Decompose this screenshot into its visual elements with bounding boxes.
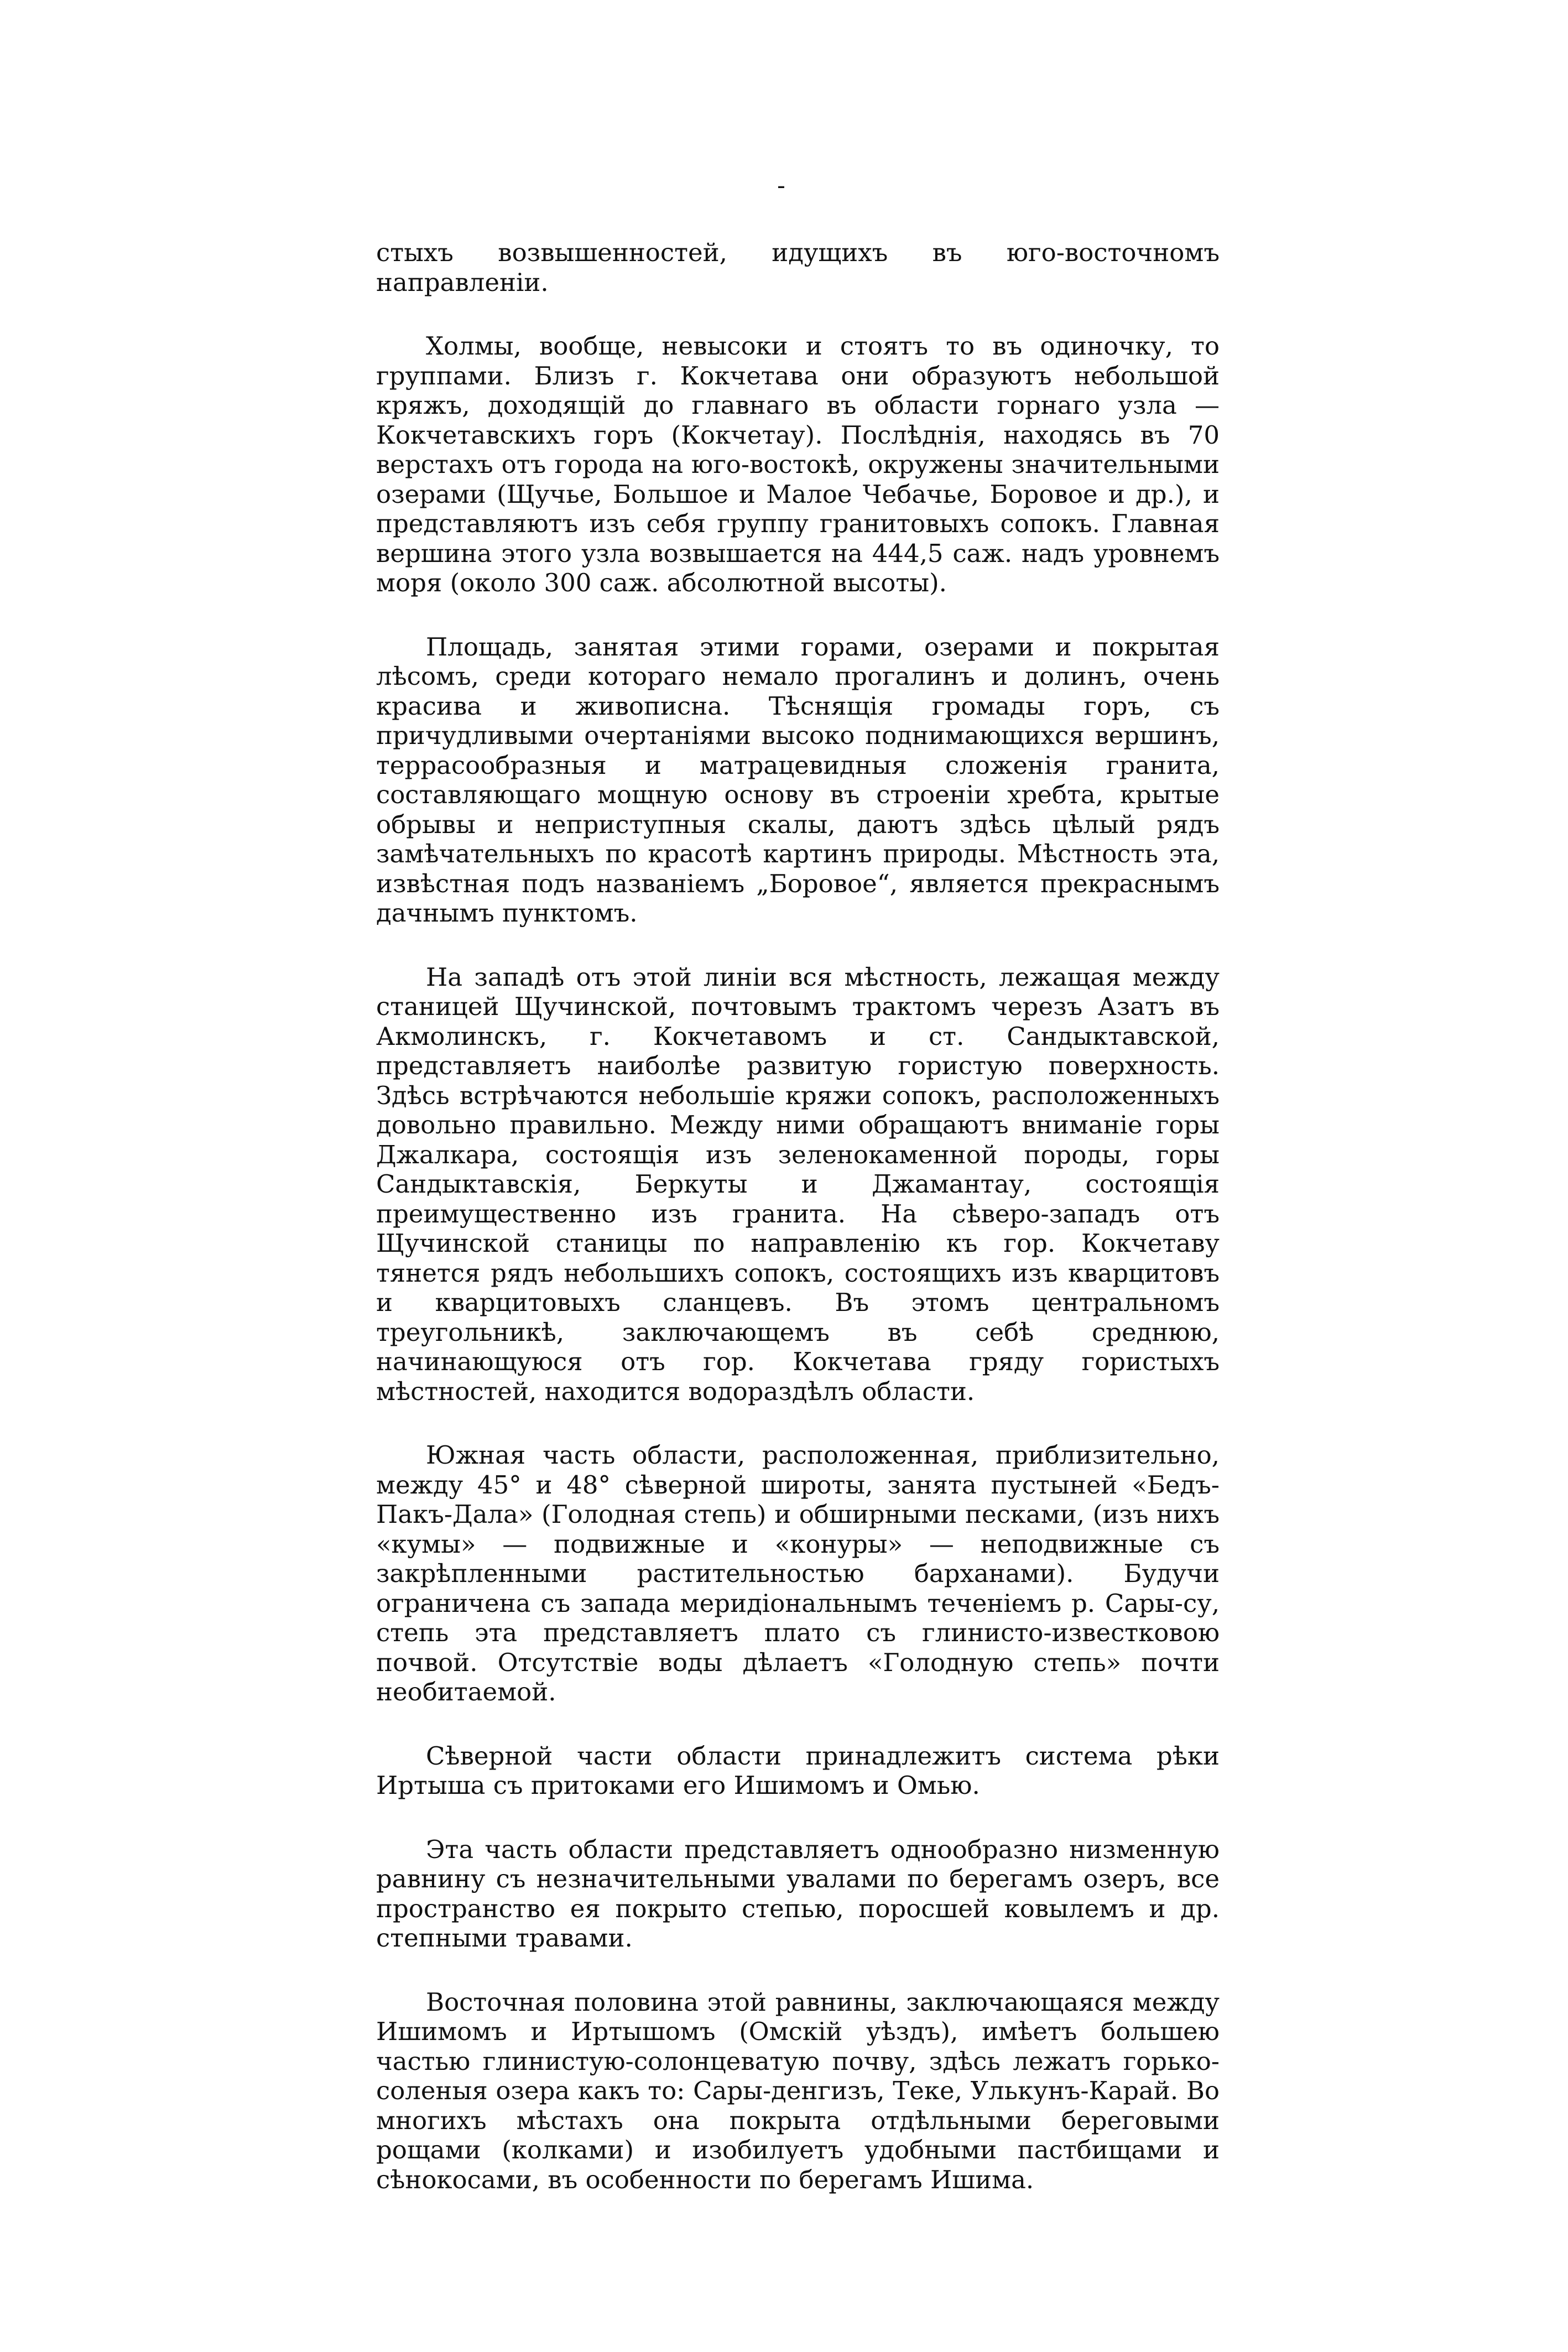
paragraph-7: Эта часть области представляетъ однообразно низменную равнину съ незначительными увалами по берегамъ озеръ, все пространство ея покрыто степью, поросшей ковылемъ и др. степными травами. [376, 1834, 1220, 1953]
page-mark: - [777, 171, 785, 200]
paragraph-6: Сѣверной части области принадлежитъ система рѣки Иртыша съ притоками его Ишимомъ и Омью. [376, 1741, 1220, 1800]
paragraph-2: Холмы, вообще, невысоки и стоятъ то въ одиночку, то группами. Близъ г. Кокчетава они образуютъ небольшой кряжъ, доходящій до главнаго въ области горнаго узла — Кокчетавскихъ горъ (Кокчетау). Послѣднія, находясь въ 70 верстахъ отъ города на юго-востокѣ, окружены значительными озерами (Щучье, Большое и Малое Чебачье, Боровое и др.), и представляютъ изъ себя группу гранитовыхъ сопокъ. Главная вершина этого узла возвышается на 444,5 саж. надъ уровнемъ моря (около 300 саж. абсолютной высоты). [376, 331, 1220, 597]
paragraph-3: Площадь, занятая этими горами, озерами и покрытая лѣсомъ, среди котораго немало прогалинъ и долинъ, очень красива и живописна. Тѣснящія громады горъ, съ причудливыми очертаніями высоко поднимающихся вершинъ, террасообразныя и матрацевидныя сложенія гранита, составляющаго мощную основу въ строеніи хребта, крытые обрывы и неприступныя скалы, даютъ здѣсь цѣлый рядъ замѣчательныхъ по красотѣ картинъ природы. Мѣстность эта, извѣстная подъ названіемъ „Боровое“, является прекраснымъ дачнымъ пунктомъ. [376, 632, 1220, 928]
paragraph-8: Восточная половина этой равнины, заключающаяся между Ишимомъ и Иртышомъ (Омскій уѣздъ), имѣетъ большею частью глинистую-солонцеватую почву, здѣсь лежатъ горько-соленыя озера какъ то: Сары-денгизъ, Теке, Улькунъ-Карай. Во многихъ мѣстахъ она покрыта отдѣльными береговыми рощами (колками) и изобилуетъ удобными пастбищами и сѣнокосами, въ особенности по берегамъ Ишима. [376, 1987, 1220, 2194]
paragraph-5: Южная часть области, расположенная, приблизительно, между 45° и 48° сѣверной широты, занята пустыней «Бедъ-Пакъ-Дала» (Голодная степь) и обширными песками, (изъ нихъ «кумы» — подвижные и «конуры» — неподвижные съ закрѣпленными растительностью барханами). Будучи ограничена съ запада меридіональнымъ теченіемъ р. Сары-су, степь эта представляетъ плато съ глинисто-известковою почвой. Отсутствіе воды дѣлаетъ «Голодную степь» почти необитаемой. [376, 1440, 1220, 1706]
paragraph-1: стыхъ возвышенностей, идущихъ въ юго-восточномъ направленіи. [376, 238, 1220, 297]
text-block [376, 238, 1220, 2229]
paragraph-4: На западѣ отъ этой линіи вся мѣстность, лежащая между станицей Щучинской, почтовымъ трактомъ черезъ Азатъ въ Акмолинскъ, г. Кокчетавомъ и ст. Сандыктавской, представляетъ наиболѣе развитую гористую поверхность. Здѣсь встрѣчаются небольшіе кряжи сопокъ, расположенныхъ довольно правильно. Между ними обращаютъ вниманіе горы Джалкара, состоящія изъ зеленокаменной породы, горы Сандыктавскія, Беркуты и Джамантау, состоящія преимущественно изъ гранита. На сѣверо-западъ отъ Щучинской станицы по направленію къ гор. Кокчетаву тянется рядъ небольшихъ сопокъ, состоящихъ изъ кварцитовъ и кварцитовыхъ сланцевъ. Въ этомъ центральномъ треугольникѣ, заключающемъ въ себѣ среднюю, начинающуюся отъ гор. Кокчетава гряду гористыхъ мѣстностей, находится водораздѣлъ области. [376, 962, 1220, 1406]
